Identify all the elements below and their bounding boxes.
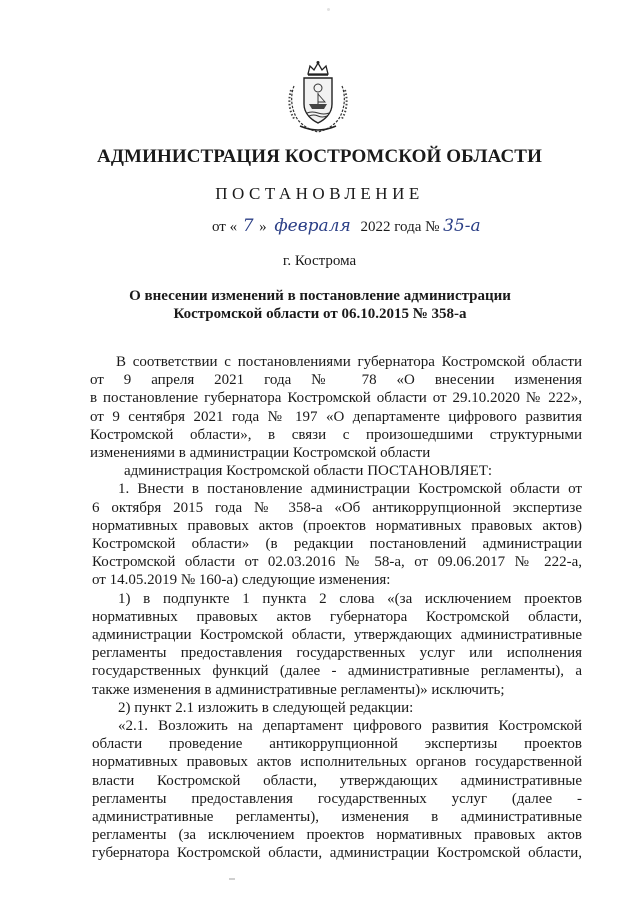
text-line: регламенты предоставления государственных услуг или исполнения	[92, 645, 582, 662]
handwritten-number: 35-а	[443, 216, 481, 236]
text-line: изменениями в администрации Костромской области	[90, 445, 431, 462]
subitem-1-paragraph	[92, 590, 582, 699]
document-type: ПОСТАНОВЛЕНИЕ	[215, 184, 424, 203]
text-line: административные регламенты), изменения в административные	[92, 809, 582, 826]
text-line: нормативных правовых актов исполнительных органов государственной	[92, 754, 582, 771]
city-line: г. Кострома	[282, 253, 357, 269]
subject-line: Костромской области от 06.10.2015 № 358-а	[173, 306, 467, 322]
scan-speck	[229, 878, 235, 880]
date-line	[212, 216, 532, 240]
text-line: «2.1. Возложить на департамент цифрового развития Костромской	[118, 718, 582, 735]
preamble-paragraph	[90, 353, 582, 462]
coat-of-arms-icon	[286, 60, 350, 134]
text-line: губернатора Костромской области, администрации Костромской области,	[92, 845, 582, 862]
text-line: области проведение антикоррупционной экспертизы проектов	[92, 736, 582, 753]
document-body	[92, 353, 582, 863]
text-line: также изменения в административные регламенты)» исключить;	[92, 681, 505, 698]
text-line: Костромской области» (в редакции постановлений администрации	[92, 536, 582, 553]
text-line: Костромской области», в связи с произошедшими структурными	[90, 426, 582, 443]
text-line: от 14.05.2019 № 160-а) следующие изменения:	[92, 572, 391, 589]
text-line: в постановление губернатора Костромской области от 29.10.2020 № 222»,	[90, 390, 582, 407]
text-line: от 9 сентября 2021 года № 197 «О департаменте цифрового развития	[90, 408, 582, 425]
handwritten-day: 7	[242, 216, 254, 236]
quoted-clause-paragraph	[92, 717, 582, 863]
scan-speck	[327, 8, 330, 11]
subject-line: О внесении изменений в постановление администрации	[129, 288, 511, 304]
date-prefix: от «	[212, 219, 238, 235]
resolution-line: администрация Костромской области ПОСТАНОВЛЯЕТ:	[124, 463, 493, 480]
text-line: нормативных правовых актов губернатора Костромской области,	[92, 608, 582, 625]
text-line: 1) в подпункте 1 пункта 2 слова «(за исключением проектов	[118, 590, 582, 607]
document-subject	[120, 287, 520, 323]
date-close-quote: »	[259, 219, 267, 235]
text-line: государственных функций (далее - административные регламенты), а	[92, 663, 582, 680]
text-line: Костромской области от 02.03.2016 № 58-а, от 09.06.2017 № 222-а,	[92, 554, 582, 571]
text-line: нормативных правовых актов (проектов нормативных правовых актов)	[92, 517, 582, 534]
subitem-2-line: 2) пункт 2.1 изложить в следующей редакции:	[118, 699, 414, 716]
text-line: власти Костромской области, утверждающих административные	[92, 772, 582, 789]
text-line: администрации Костромской области, утверждающих административные	[92, 627, 582, 644]
date-year: 2022 года №	[360, 219, 440, 235]
text-line: 6 октября 2015 года № 358-а «Об антикоррупционной экспертизе	[92, 499, 582, 516]
handwritten-month: февраля	[274, 216, 351, 236]
text-line: В соответствии с постановлениями губернатора Костромской области	[116, 354, 582, 370]
text-line: 1. Внести в постановление администрации Костромской области от	[118, 481, 582, 498]
text-line: регламенты (за исключением проектов нормативных правовых актов	[92, 827, 582, 844]
text-line: от 9 апреля 2021 года № 78 «О внесении изменения	[90, 372, 582, 389]
organization-title: АДМИНИСТРАЦИЯ КОСТРОМСКОЙ ОБЛАСТИ	[97, 146, 542, 167]
text-line: регламенты предоставления государственных услуг (далее -	[92, 790, 582, 807]
item-1-paragraph	[92, 480, 582, 589]
